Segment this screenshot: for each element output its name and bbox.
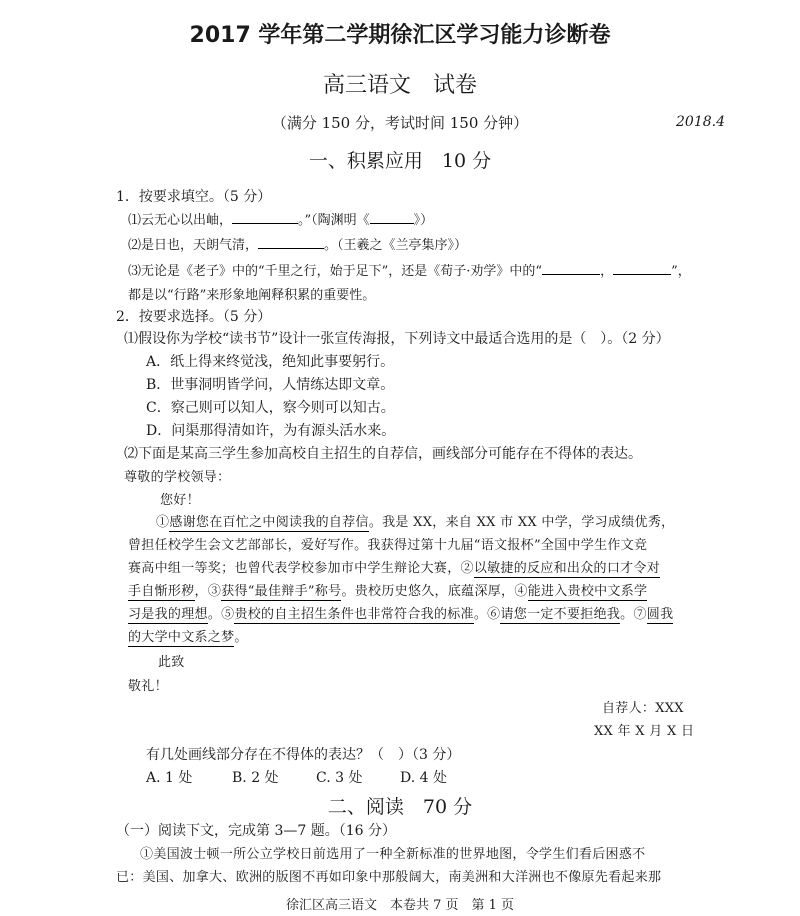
underlined-phrase-3: 获得“最佳辩手”称号 [221,584,342,599]
letter-text: 赛高中组一等奖；也曾代表学校参加市中学生辩论大赛， [128,561,461,576]
letter-text: ， [194,584,208,599]
q1-stem: 1．按要求填空。（5 分） [116,189,272,205]
underlined-phrase-1: 感谢您在百忙之中阅读我的自荐信 [169,515,369,530]
marker-1: ① [156,515,170,530]
section2-heading: 二、阅读 70 分 [327,796,473,818]
marker-7: ⑦ [633,607,647,622]
q1-item-2-prefix: ⑵是日也，天朗气清， [128,238,259,253]
letter-line-2: 曾担任校学生会文艺部部长，爱好写作。我获得过第十九届“语文报杯”全国中学生作文竞 [128,538,648,553]
marker-6: ⑥ [487,607,501,622]
q1-item-1-suffix: 。”（陶渊明《 [298,213,370,228]
option-d: D．问渠那得清如许，为有源头活水来。 [146,423,396,439]
underlined-phrase-2-cont: 手自惭形秽 [128,584,195,599]
exam-title: 2017 学年第二学期徐汇区学习能力诊断卷 [189,23,611,48]
letter-greeting: 您好！ [160,493,200,508]
q1-item-3-mid: ， [600,264,614,279]
option-a: A．纸上得来终觉浅，绝知此事要躬行。 [146,354,395,370]
letter-text: 。 [207,607,222,622]
option-c: C．察己则可以知人，察今则可以知古。 [146,400,395,416]
q1-item-2 [128,234,467,253]
q2-sub1: ⑴假设你为学校“读书节”设计一张宣传海报，下列诗文中最适合选用的是（ ）。（2 分） [124,331,670,347]
q1-item-3-prefix: ⑶无论是《老子》中的“千里之行，始于足下”，还是《荀子·劝学》中的“ [128,264,543,279]
answer-blank[interactable] [542,262,600,275]
letter-line-4 [128,580,647,599]
marker-4: ④ [514,584,528,599]
choice-c: C. 3 处 [316,770,363,786]
letter-signature: 自荐人：XXX [602,701,684,716]
underlined-phrase-4-cont: 习是我的理想 [128,607,208,622]
choice-b: B. 2 处 [232,770,279,786]
answer-blank[interactable] [258,236,324,249]
q1-item-3-suffix: ”， [671,264,691,279]
letter-line-3 [128,557,660,576]
underlined-phrase-2: 以敏捷的反应和出众的口才令对 [473,561,661,576]
letter-line-5 [128,603,673,622]
underlined-phrase-7: 圆我 [646,607,674,622]
reading-para-line-1 [140,843,645,862]
q1-item-1-prefix: ⑴云无心以出岫， [128,213,233,228]
exam-date: 2018.4 [676,114,725,130]
letter-text: 。我是 XX，来自 XX 市 XX 中学，学习成绩优秀， [368,515,675,530]
marker-5: ⑤ [221,607,235,622]
letter-text: 。 [473,607,488,622]
answer-blank[interactable] [613,262,671,275]
q1-item-3-cont: 都是以“行路”来形象地阐释积累的重要性。 [128,288,376,303]
letter-closing-2: 敬礼！ [128,679,168,694]
letter-salutation: 尊敬的学校领导： [124,470,231,485]
exam-subtitle: 高三语文 试卷 [322,73,477,98]
letter-line-6 [128,626,248,645]
underlined-phrase-5: 贵校的自主招生条件也非常符合我的标准 [234,607,474,622]
answer-blank[interactable] [232,211,298,224]
q1-item-1 [128,209,433,228]
reading-part1: （一）阅读下文，完成第 3—7 题。（16 分） [116,823,396,839]
letter-closing-1: 此致 [158,655,185,670]
option-b: B．世事洞明皆学问，人情练达即文章。 [146,377,395,393]
para-marker: ① [140,847,154,862]
answer-blank[interactable] [370,211,414,224]
letter-text: 。贵校历史悠久，底蕴深厚， [341,584,515,599]
q2-sub2: ⑵下面是某高三学生参加高校自主招生的自荐信，画线部分可能存在不得体的表达。 [124,446,642,462]
q1-item-3 [128,260,691,279]
letter-text: 。 [620,607,634,622]
marker-2: ② [460,561,474,576]
letter-text: 。 [234,630,248,645]
underlined-phrase-7-cont: 的大学中文系之梦 [128,630,235,645]
underlined-phrase-6: 请您一定不要拒绝我 [500,607,621,622]
exam-meta: （满分 150 分，考试时间 150 分钟） [271,114,529,132]
q2-stem: 2．按要求选择。（5 分） [116,309,272,325]
q1-item-1-tail: 》） [413,213,434,228]
marker-3: ③ [207,584,222,599]
letter-date: XX 年 X 月 X 日 [594,724,695,739]
section1-heading: 一、积累应用 10 分 [308,150,492,172]
q1-item-2-suffix: 。（王羲之《兰亭集序》） [324,238,468,253]
q2-question: 有几处画线部分存在不得体的表达？（ ）（3 分） [146,747,461,763]
underlined-phrase-4: 能进入贵校中文系学 [527,584,648,599]
para-text: 美国波士顿一所公立学校日前选用了一种全新标准的世界地图，令学生们看后困惑不 [153,847,646,862]
choice-d: D. 4 处 [400,770,447,786]
choice-a: A. 1 处 [146,770,193,786]
letter-line-1 [156,511,674,530]
page-footer: 徐汇区高三语文 本卷共 7 页 第 1 页 [285,898,515,913]
reading-para-line-2: 已：美国、加拿大、欧洲的版图不再如印象中那般阔大，南美洲和大洋洲也不像原先看起来那 [116,870,662,885]
